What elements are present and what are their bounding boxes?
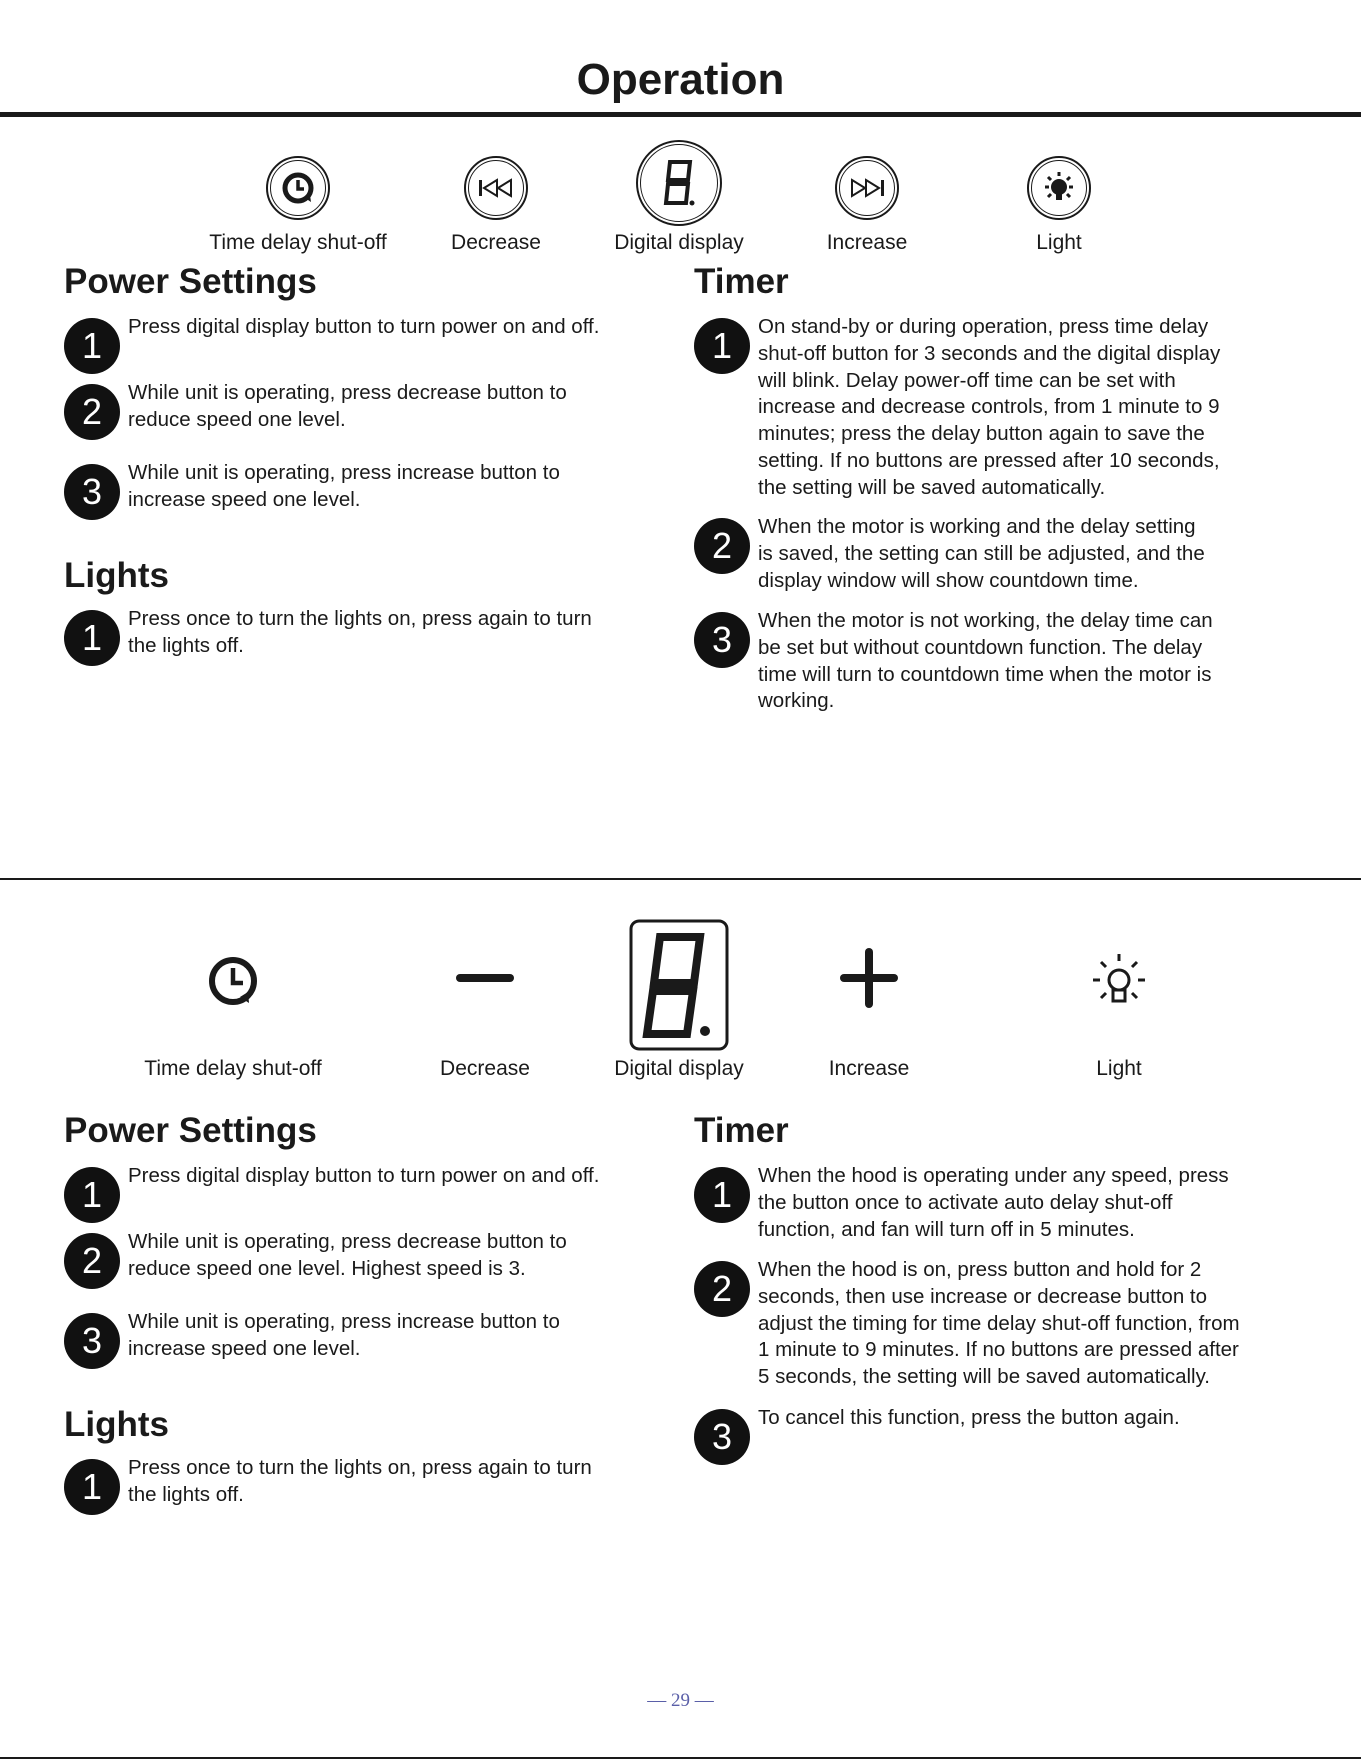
control-label: Increase <box>828 1057 910 1080</box>
minus-icon[interactable] <box>453 968 517 988</box>
step-number-badge: 3 <box>64 1313 120 1369</box>
skip-back-icon[interactable] <box>464 156 528 220</box>
bottom-control-panel <box>0 918 1361 1088</box>
step-number-badge: 3 <box>694 1409 750 1465</box>
power-settings-heading: Power Settings <box>64 262 317 301</box>
step-number-badge: 2 <box>694 1261 750 1317</box>
control-label: Decrease <box>451 231 541 254</box>
control-label: Digital display <box>614 1057 744 1080</box>
step-number-badge: 2 <box>694 518 750 574</box>
control-label: Digital display <box>614 231 744 254</box>
step-number-badge: 1 <box>64 610 120 666</box>
top-right-column <box>694 262 1334 722</box>
step-number-badge: 1 <box>64 1167 120 1223</box>
control-label: Light <box>1096 1057 1142 1080</box>
bottom-right-column <box>694 1111 1344 1491</box>
top-left-column <box>64 262 664 682</box>
step-number-badge: 3 <box>694 612 750 668</box>
step-text: When the motor is not working, the delay time can be set but without countdown function. The delay time will turn to countdown time when the motor is working. <box>758 609 1213 713</box>
panel-divider <box>0 878 1361 880</box>
timer-heading: Timer <box>694 262 789 301</box>
light-bulb-icon[interactable] <box>1027 156 1091 220</box>
step-text: Press digital display button to turn power on and off. <box>128 1164 600 1187</box>
step-text: While unit is operating, press increase button to increase speed one level. <box>128 461 560 511</box>
step-number-badge: 1 <box>694 318 750 374</box>
step-number-badge: 1 <box>694 1167 750 1223</box>
skip-forward-icon[interactable] <box>835 156 899 220</box>
step-text: On stand-by or during operation, press time delay shut-off button for 3 seconds and the digital display will blink. Delay power-off time can be set with increase and decrease controls, from 1 minute to 9 minutes; press the delay button again to save the setting. If no buttons are pressed after 10 seconds, the setting will be saved automatically. <box>758 315 1221 499</box>
lights-heading: Lights <box>64 556 169 595</box>
step-text: When the hood is on, press button and hold for 2 seconds, then use increase or decrease button to adjust the timing for time delay shut-off function, from 1 minute to 9 minutes. If no buttons are pressed after 5 seconds, the setting will be saved automatically. <box>758 1258 1240 1389</box>
step-number-badge: 1 <box>64 318 120 374</box>
control-label: Time delay shut-off <box>209 231 387 254</box>
seven-segment-display-icon[interactable] <box>629 919 729 1051</box>
step-text: Press once to turn the lights on, press again to turn the lights off. <box>128 607 592 657</box>
step-text: While unit is operating, press decrease button to reduce speed one level. <box>128 381 567 431</box>
power-settings-heading: Power Settings <box>64 1111 317 1150</box>
step-text: Press digital display button to turn power on and off. <box>128 315 600 338</box>
bottom-left-column <box>64 1111 664 1531</box>
clock-delay-icon[interactable] <box>266 156 330 220</box>
step-text: Press once to turn the lights on, press again to turn the lights off. <box>128 1456 592 1506</box>
step-text: When the hood is operating under any speed, press the button once to activate auto delay shut-off function, and fan will turn off in 5 minutes. <box>758 1164 1229 1241</box>
top-control-panel <box>0 140 1361 260</box>
title-divider <box>0 112 1361 117</box>
page-title: Operation <box>576 55 785 104</box>
control-label: Time delay shut-off <box>144 1057 322 1080</box>
plus-icon[interactable] <box>837 945 901 1011</box>
footer-rule <box>0 1757 1361 1759</box>
control-label: Decrease <box>440 1057 530 1080</box>
clock-delay-icon[interactable] <box>203 952 263 1012</box>
timer-heading: Timer <box>694 1111 789 1150</box>
step-text: To cancel this function, press the button again. <box>758 1406 1180 1429</box>
control-label: Increase <box>826 231 908 254</box>
seven-segment-display-icon[interactable] <box>636 140 722 226</box>
step-text: While unit is operating, press decrease button to reduce speed one level. Highest speed is 3. <box>128 1230 567 1280</box>
step-number-badge: 2 <box>64 1233 120 1289</box>
step-number-badge: 2 <box>64 384 120 440</box>
step-number-badge: 3 <box>64 464 120 520</box>
lights-heading: Lights <box>64 1405 169 1444</box>
step-number-badge: 1 <box>64 1459 120 1515</box>
light-bulb-icon[interactable] <box>1089 950 1149 1014</box>
step-text: While unit is operating, press increase button to increase speed one level. <box>128 1310 560 1360</box>
step-text: When the motor is working and the delay setting is saved, the setting can still be adjusted, and the display window will show countdown time. <box>758 515 1205 592</box>
page-number: — 29 — <box>647 1690 714 1711</box>
control-label: Light <box>1036 231 1082 254</box>
